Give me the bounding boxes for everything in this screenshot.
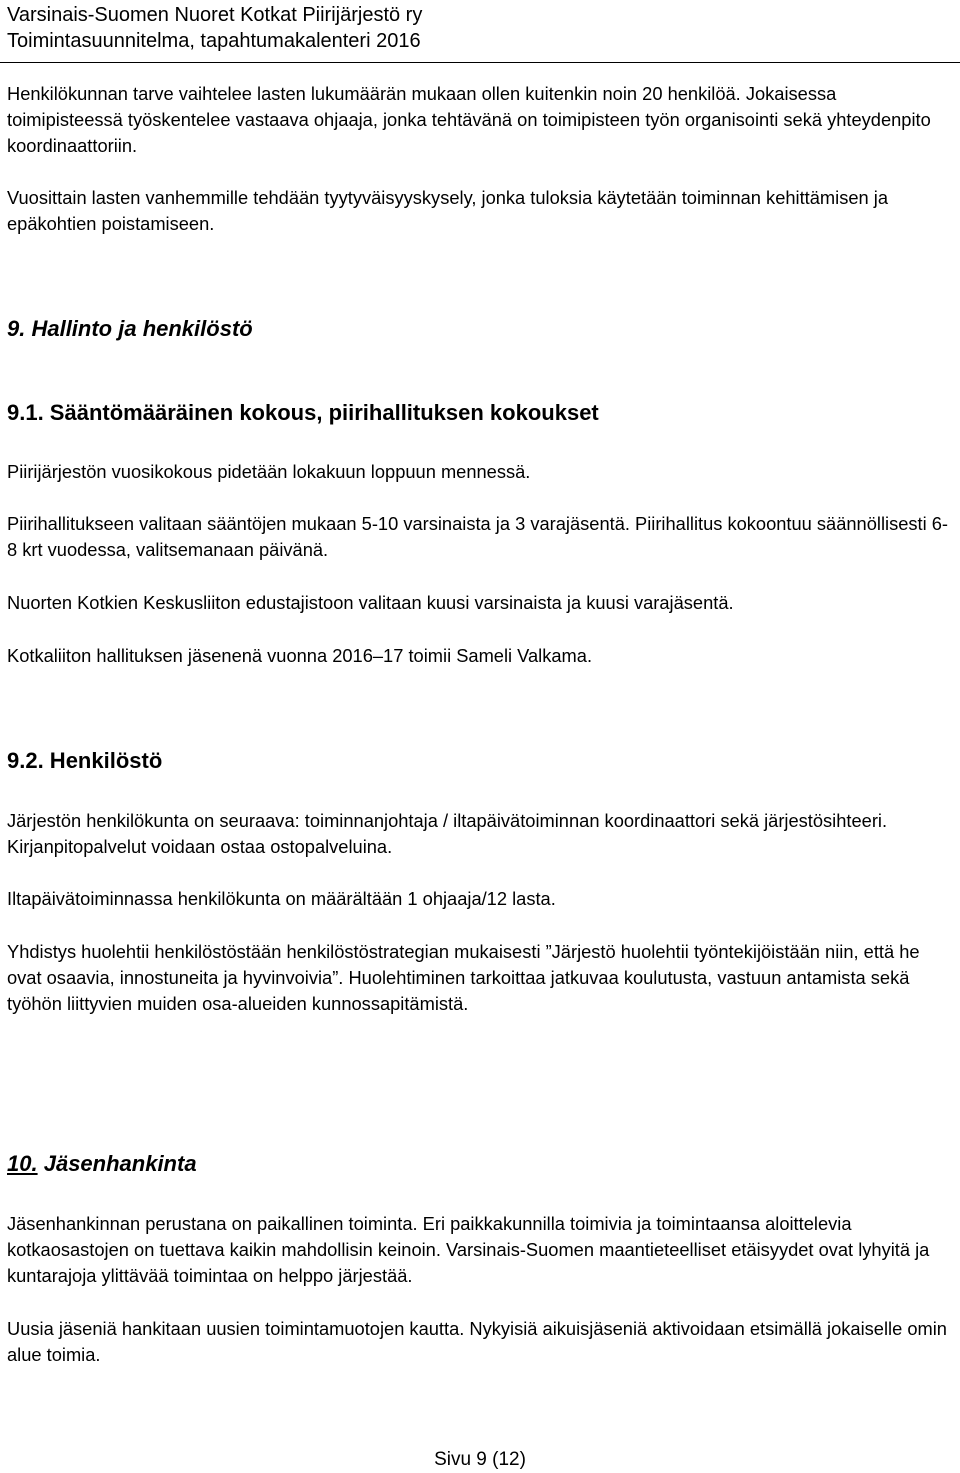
section-9-1-heading: 9.1. Sääntömääräinen kokous, piirihallituksen kokoukset <box>7 400 599 425</box>
section-9-2-paragraph-3: Yhdistys huolehtii henkilöstöstään henkilöstöstrategian mukaisesti ”Järjestö huolehtii työntekijöistään niin, että he ovat osaavia, innostuneita ja hyvinvoivia”. Huolehtiminen tarkoittaa jatkuvaa koulutusta, vastuun antamista sekä työhön liittyvien muiden osa-alueiden kunnossapitämistä. <box>7 941 920 1014</box>
section-9-1-paragraph-1: Piirijärjestön vuosikokous pidetään lokakuun loppuun mennessä. <box>7 461 531 482</box>
section-9-1-paragraph-3: Nuorten Kotkien Keskusliiton edustajistoon valitaan kuusi varsinaista ja kuusi varajäsentä. <box>7 592 734 613</box>
header-organization: Varsinais-Suomen Nuoret Kotkat Piirijärjestö ry <box>7 4 423 26</box>
section-9-1-paragraph-2: Piirihallitukseen valitaan sääntöjen mukaan 5-10 varsinaista ja 3 varajäsentä. Piirihallitus kokoontuu säännöllisesti 6-8 krt vuodessa, valitsemanaan päivänä. <box>7 513 948 560</box>
section-10-paragraph-2: Uusia jäseniä hankitaan uusien toimintamuotojen kautta. Nykyisiä aikuisjäseniä aktivoidaan etsimällä jokaiselle omin alue toimia. <box>7 1318 947 1365</box>
section-10-heading <box>7 1150 197 1178</box>
section-9-2-heading: 9.2. Henkilöstö <box>7 748 163 773</box>
page-header <box>7 2 953 54</box>
section-9-2-paragraph-1: Järjestön henkilökunta on seuraava: toiminnanjohtaja / iltapäivätoiminnan koordinaattori sekä järjestösihteeri. Kirjanpitopalvelut voidaan ostaa ostopalveluina. <box>7 810 888 857</box>
header-document-title: Toimintasuunnitelma, tapahtumakalenteri 2016 <box>7 30 421 52</box>
section-10-title: Jäsenhankinta <box>43 1151 197 1176</box>
intro-paragraph-staff: Henkilökunnan tarve vaihtelee lasten lukumäärän mukaan ollen kuitenkin noin 20 henkilöä. Jokaisessa toimipisteessä työskentelee vastaava ohjaaja, jonka tehtävänä on toimipisteen työn organisointi sekä yhteydenpito koordinaattoriin. <box>7 83 931 156</box>
intro-paragraph-survey: Vuosittain lasten vanhemmille tehdään tyytyväisyyskysely, jonka tuloksia käytetään toiminnan kehittämisen ja epäkohtien poistamiseen. <box>7 187 888 234</box>
header-divider <box>0 62 960 63</box>
section-9-2-paragraph-2: Iltapäivätoiminnassa henkilökunta on määrältään 1 ohjaaja/12 lasta. <box>7 888 556 909</box>
section-9-heading: 9. Hallinto ja henkilöstö <box>7 316 253 341</box>
section-9-1-paragraph-4: Kotkaliiton hallituksen jäsenenä vuonna 2016–17 toimii Sameli Valkama. <box>7 645 593 666</box>
section-10-number: 10. <box>7 1151 38 1176</box>
section-10-paragraph-1: Jäsenhankinnan perustana on paikallinen toiminta. Eri paikkakunnilla toimivia ja toimintaansa aloittelevia kotkaosastojen on tuettava kaikin mahdollisin keinoin. Varsinais-Suomen maantieteelliset etäisyydet ovat lyhyitä ja kuntarajoja ylittävää toimintaa on helppo järjestää. <box>7 1213 930 1286</box>
page-number: Sivu 9 (12) <box>434 1449 526 1470</box>
